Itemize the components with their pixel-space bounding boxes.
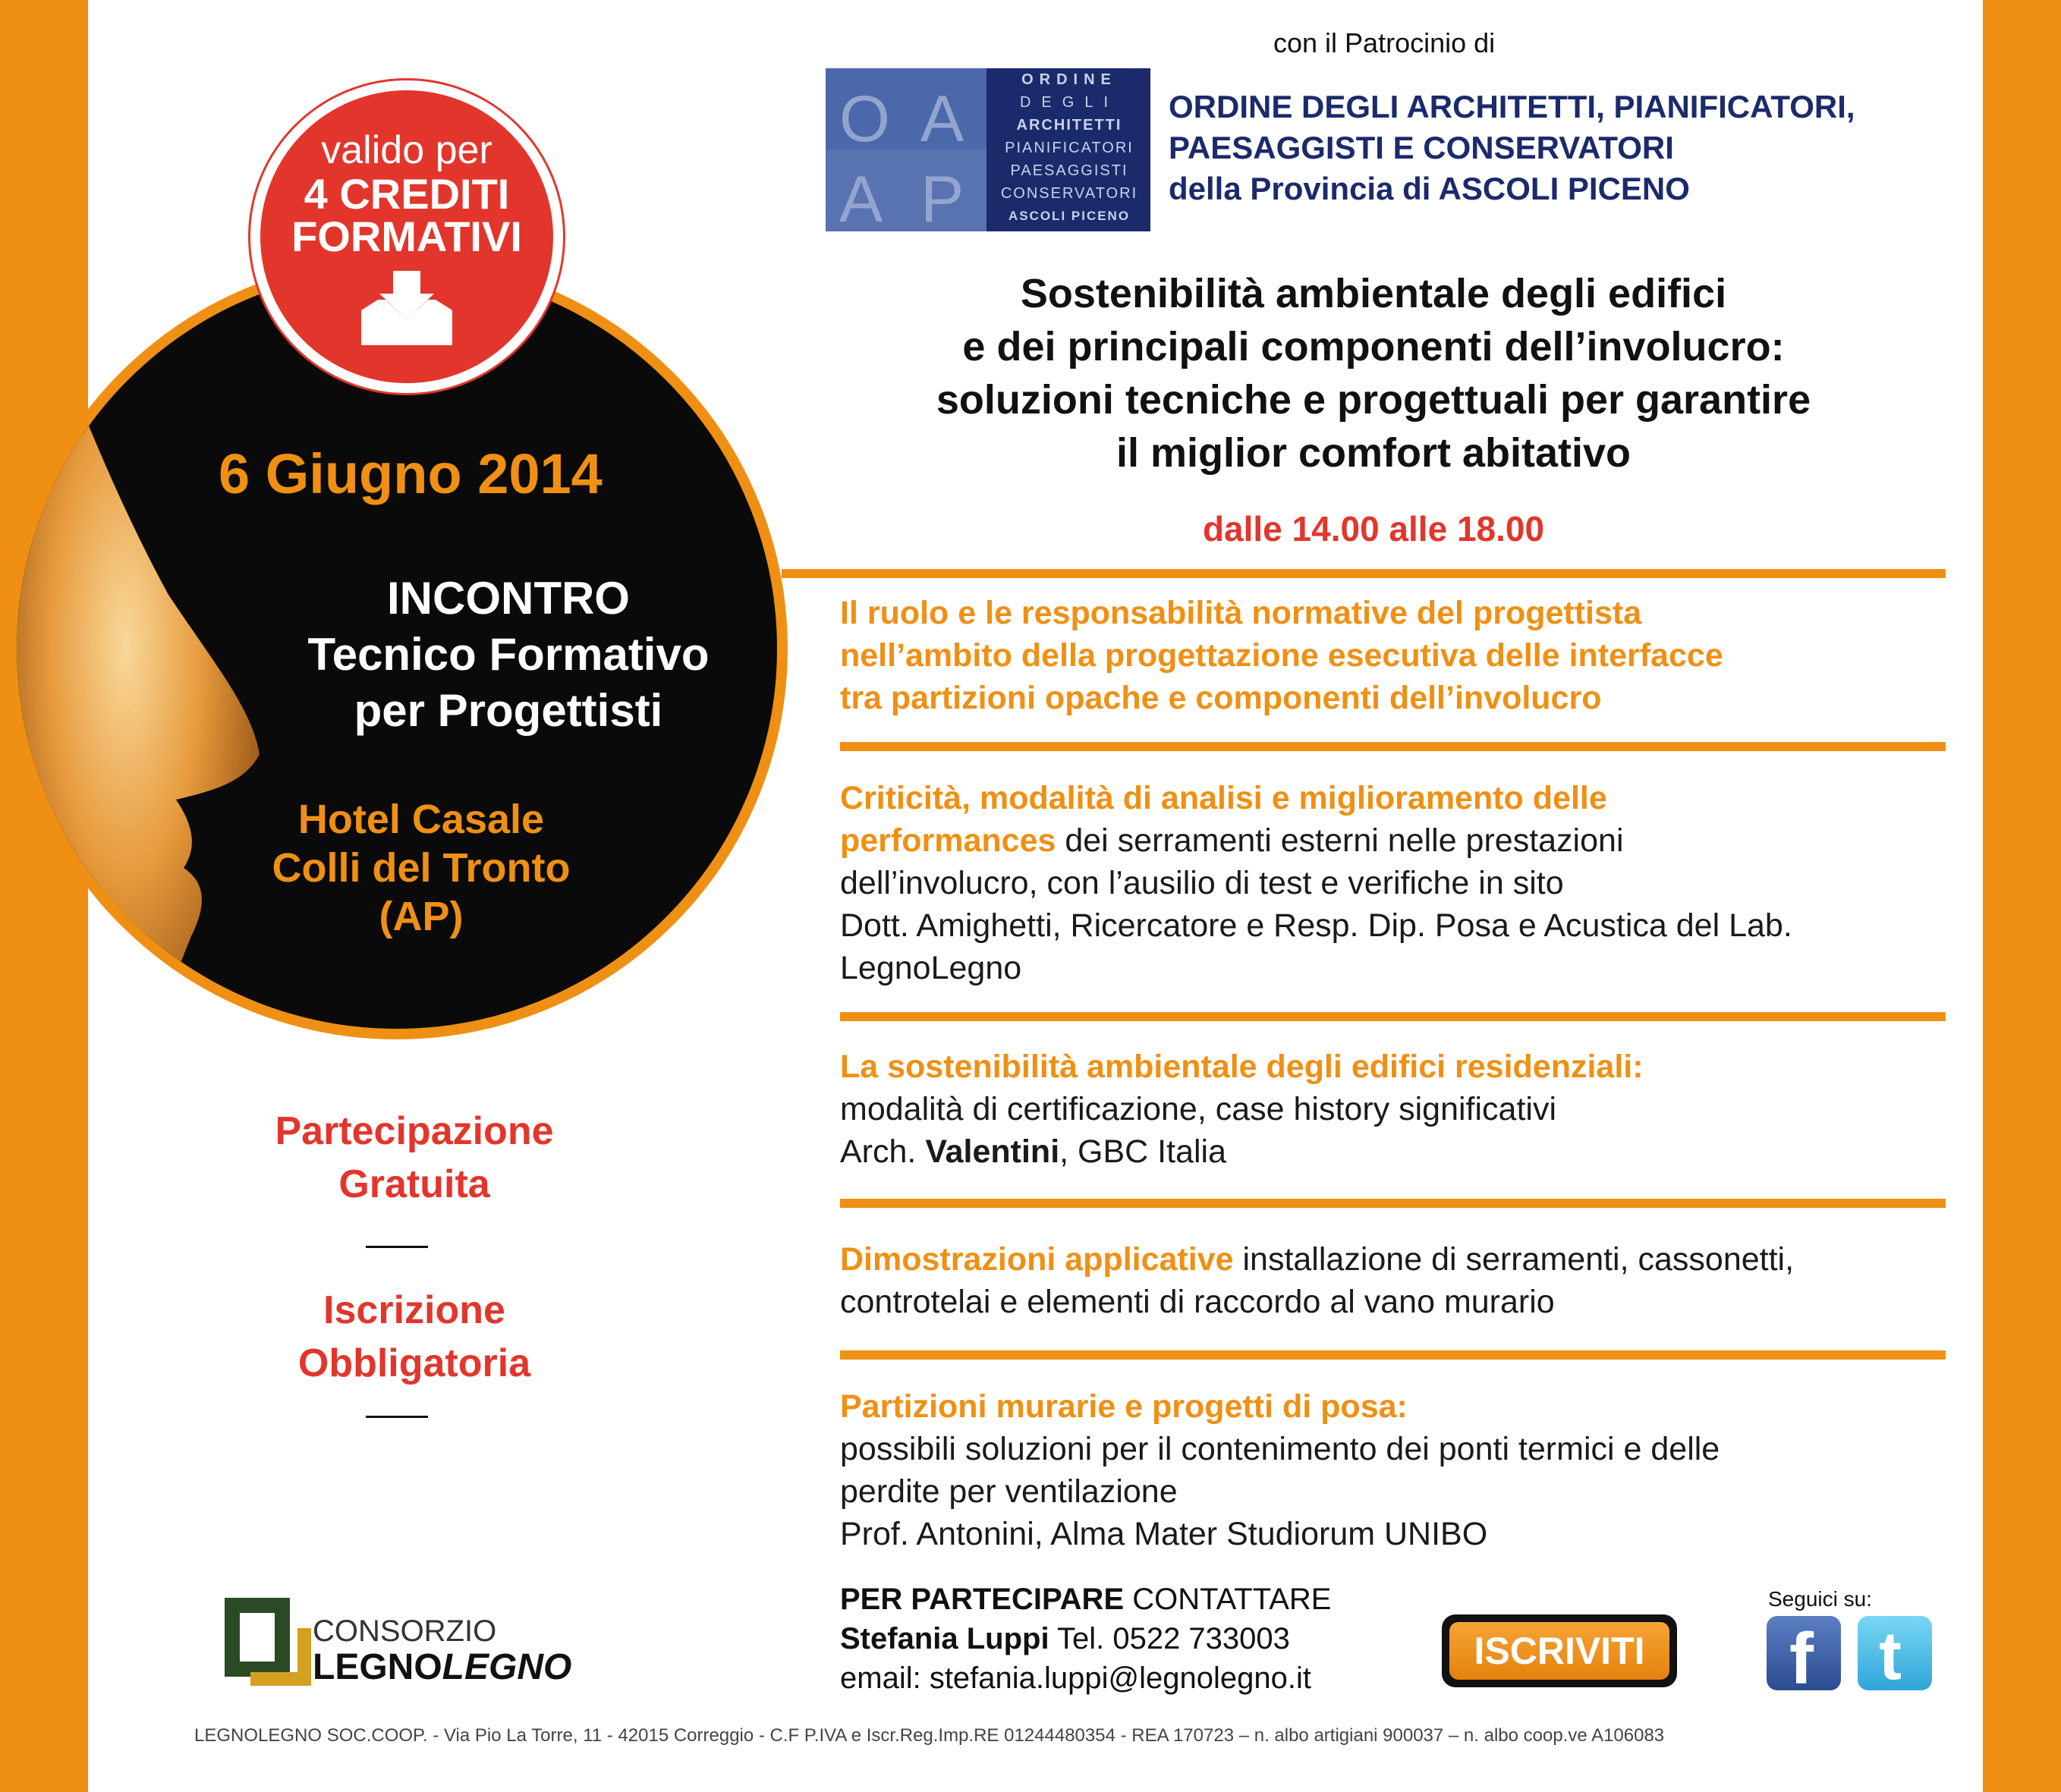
oaap-logo (826, 68, 1150, 236)
contact-email[interactable]: email: stefania.luppi@legnolegno.it (840, 1662, 1311, 1695)
badge-line3: FORMATIVI (291, 212, 522, 260)
brand-line1: CONSORZIO (313, 1614, 497, 1648)
social-label: Seguici su: (1768, 1587, 1872, 1611)
participation-note: Partecipazione Gratuita (275, 1109, 554, 1206)
logo-side-text: ORDINE DEGLI ARCHITETTI PIANIFICATORI PAESAGGISTI CONSERVATORI ASCOLI PICENO (1000, 71, 1138, 223)
registration-note: Iscrizione Obbligatoria (297, 1288, 531, 1385)
event-type: INCONTRO Tecnico Formativo per Progettisti (307, 573, 710, 736)
section-rule (840, 1350, 1946, 1360)
event-venue: Hotel Casale Colli del Tronto (AP) (272, 797, 571, 939)
agenda-item-3: La sostenibilità ambientale degli edifici residenziali: modalità di certificazione, case history significativi Arch. Valentini, GBC Italia (840, 1048, 1644, 1170)
patron-org-line2: PAESAGGISTI E CONSERVATORI (1169, 130, 1674, 165)
agenda-item-5: Partizioni murarie e progetti di posa: possibili soluzioni per il contenimento dei ponti termici e delle perdite per ventilazione Prof. Antonini, Alma Mater Studiorum UNIBO (840, 1388, 1720, 1552)
consorzio-logo-mark-inner (250, 1628, 311, 1686)
logo-letter-a1: A (920, 83, 964, 156)
download-tray-icon (361, 271, 452, 347)
event-title: Sostenibilità ambientale degli edifici e dei principali componenti dell’involucro: soluzioni tecniche e progettuali per garantire il miglior comfort abitativo (936, 271, 1811, 476)
brand-line2: LEGNOLEGNO (313, 1647, 572, 1687)
patron-org-line3: della Provincia di ASCOLI PICENO (1169, 171, 1690, 206)
event-time: dalle 14.00 alle 18.00 (1202, 509, 1545, 549)
register-button-label: ISCRIVITI (1449, 1622, 1669, 1680)
facebook-icon[interactable]: f (1767, 1616, 1841, 1690)
patron-org (1169, 86, 1855, 209)
logo-letter-a2: A (839, 163, 883, 236)
right-orange-band (1983, 0, 2061, 1792)
twitter-icon[interactable]: t (1858, 1616, 1932, 1690)
event-date: 6 Giugno 2014 (219, 442, 603, 505)
credits-badge (250, 80, 563, 393)
divider (366, 1416, 428, 1418)
badge-line1: valido per (321, 128, 492, 172)
divider (366, 1246, 428, 1248)
footer-legal: LEGNOLEGNO SOC.COOP. - Via Pio La Torre, 11 - 42015 Correggio - C.F P.IVA e Iscr.Reg.Imp.RE 01244480354 - REA 170723 – n. albo artigiani 900037 – n. albo coop.ve A106083 (194, 1725, 1665, 1746)
section-rule (840, 742, 1946, 751)
logo-letter-p: P (920, 163, 964, 236)
badge-line2: 4 CREDITI (304, 170, 510, 218)
section-rule (840, 1012, 1946, 1021)
section-rule (782, 569, 1946, 578)
section-rule (840, 1199, 1946, 1208)
agenda-item-2: Criticità, modalità di analisi e miglioramento delle performances dei serramenti esterni nelle prestazioni dell’involucro, con l’ausilio di test e verifiche in sito Dott. Amighetti, Ricercatore e Resp. Dip. Posa e Acustica del Lab. LegnoLegno (840, 780, 1792, 986)
logo-letter-o: O (839, 83, 890, 156)
patronage-intro: con il Patrocinio di (1273, 27, 1496, 58)
agenda-item-4: Dimostrazioni applicative installazione di serramenti, cassonetti, controtelai e elementi di raccordo al vano murario (840, 1241, 1795, 1320)
patron-org-line1: ORDINE DEGLI ARCHITETTI, PIANIFICATORI, (1169, 89, 1855, 124)
agenda-item-1: Il ruolo e le responsabilità normative del progettista nell’ambito della progettazione esecutiva delle interfacce tra partizioni opache e componenti dell’involucro (840, 595, 1723, 716)
contact-block: PER PARTECIPARE CONTATTARE Stefania Luppi Tel. 0522 733003 email: stefania.luppi@legnolegno.it (840, 1580, 1331, 1698)
register-button[interactable] (1442, 1614, 1677, 1687)
